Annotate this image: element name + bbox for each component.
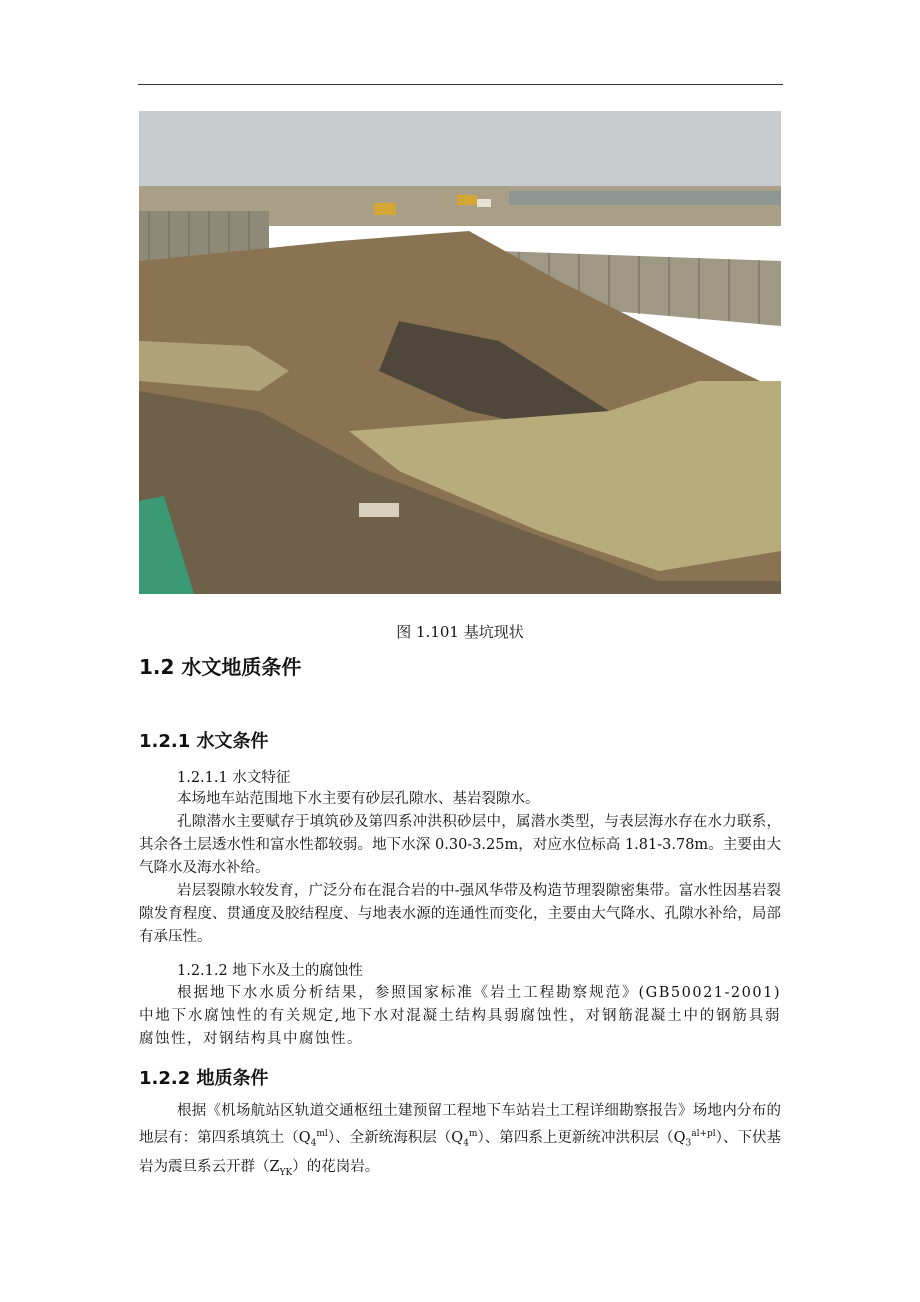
- strata-m-sup: m: [468, 1129, 478, 1139]
- section-heading-1-2-2: 1.2.2 地质条件: [139, 1068, 269, 1089]
- header-rule: [138, 84, 783, 85]
- photo-truck: [477, 199, 491, 207]
- photo-sky: [139, 111, 781, 196]
- section-heading-1-2-1: 1.2.1 水文条件: [139, 731, 269, 752]
- photo-excavator-2: [457, 195, 477, 205]
- figure-caption: 图 1.101 基坑现状: [396, 623, 524, 641]
- paragraph-fissure-water: 岩层裂隙水较发育，广泛分布在混合岩的中-强风华带及构造节理裂隙密集带。富水性因基岩裂隙发育程度、贯通度及胶结程度、与地表水源的连通性而变化，主要由大气降水、孔隙水补给，局部有承压性。: [139, 883, 781, 945]
- strata-q4-sub: 4: [310, 1138, 317, 1149]
- photo-excavator-1: [374, 203, 396, 215]
- photo-far-water: [509, 191, 781, 205]
- strata-zyk-sub: YK: [279, 1167, 293, 1178]
- section-heading-1-2: 1.2 水文地质条件: [139, 655, 302, 679]
- strata-text-d: ）、下伏基岩为震旦系云开群（Z: [139, 1129, 782, 1175]
- subsection-heading-1-2-1-2: 1.2.1.2 地下水及土的腐蚀性: [177, 963, 363, 979]
- strata-alpl-sup: al+pl: [691, 1129, 716, 1139]
- strata-text-b: ）、全新统海积层（Q: [327, 1129, 464, 1146]
- paragraph-groundwater-types: 本场地车站范围地下水主要有砂层孔隙水、基岩裂隙水。: [177, 791, 540, 807]
- strata-text-e: ）的花岗岩。: [292, 1158, 380, 1175]
- excavation-pit-photo: [139, 111, 781, 594]
- strata-ml-sup: ml: [316, 1129, 328, 1139]
- subsection-heading-1-2-1-1: 1.2.1.1 水文特征: [177, 770, 291, 786]
- paragraph-strata: [139, 1100, 781, 1185]
- paragraph-pore-water: 孔隙潜水主要赋存于填筑砂及第四系冲洪积砂层中，属潜水类型，与表层海水存在水力联系，其余各土层透水性和富水性都较弱。地下水深 0.30-3.25m，对应水位标高 1.81-3.78m。主要由大气降水及海水补给。: [139, 814, 781, 876]
- strata-text-a: 根据《机场航站区轨道交通枢纽土建预留工程地下车站岩土工程详细勘察报告》场地内分布的地层有：第四系填筑土（Q: [139, 1103, 781, 1146]
- photo-debris: [359, 503, 399, 517]
- strata-q3-sub: 3: [685, 1138, 692, 1149]
- strata-text-c: ）、第四系上更新统冲洪积层（Q: [477, 1129, 686, 1146]
- paragraph-corrosivity: 根据地下水水质分析结果，参照国家标准《岩土工程勘察规范》(GB50021-2001)中地下水腐蚀性的有关规定,地下水对混凝土结构具弱腐蚀性，对钢筋混凝土中的钢筋具弱腐蚀性，对钢结构具中腐蚀性。: [139, 985, 781, 1047]
- strata-q4m-sub: 4: [463, 1138, 469, 1149]
